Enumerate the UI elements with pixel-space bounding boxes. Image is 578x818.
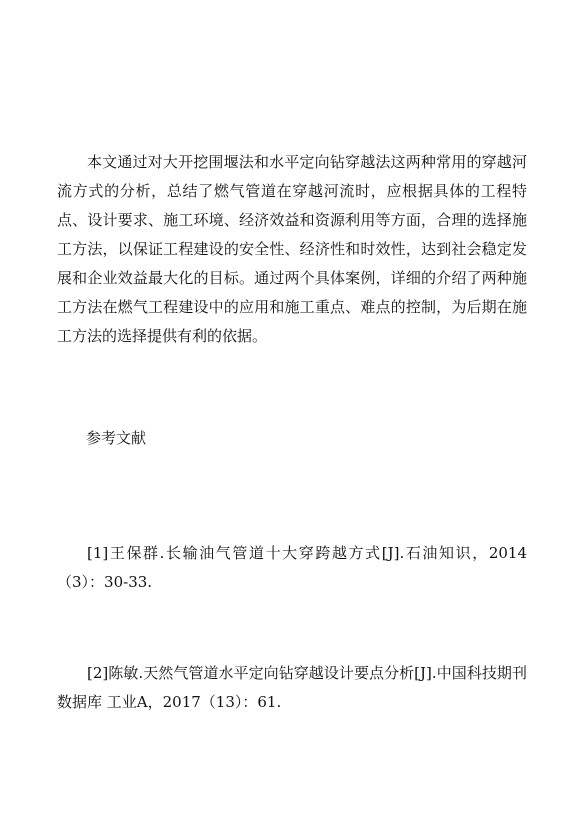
references-heading: 参考文献 <box>86 429 147 447</box>
reference-item-1: [1]王保群.长输油气管道十大穿跨越方式[J].石油知识，2014（3）：30-33. <box>57 544 527 591</box>
abstract-paragraph: 本文通过对大开挖围堰法和水平定向钻穿越法这两种常用的穿越河流方式的分析，总结了燃气管道在穿越河流时，应根据具体的工程特点、设计要求、施工环境、经济效益和资源利用等方面，合理的选择施工方法，以保证工程建设的安全性、经济性和时效性，达到社会稳定发展和企业效益最大化的目标。通过两个具体案例，详细的介绍了两种施工方法在燃气工程建设中的应用和施工重点、难点的控制，为后期在施工方法的选择提供有利的依据。 <box>57 153 527 345</box>
reference-item-2: [2]陈敏.天然气管道水平定向钻穿越设计要点分析[J].中国科技期刊数据库 工业A，2017（13）：61. <box>57 664 527 711</box>
